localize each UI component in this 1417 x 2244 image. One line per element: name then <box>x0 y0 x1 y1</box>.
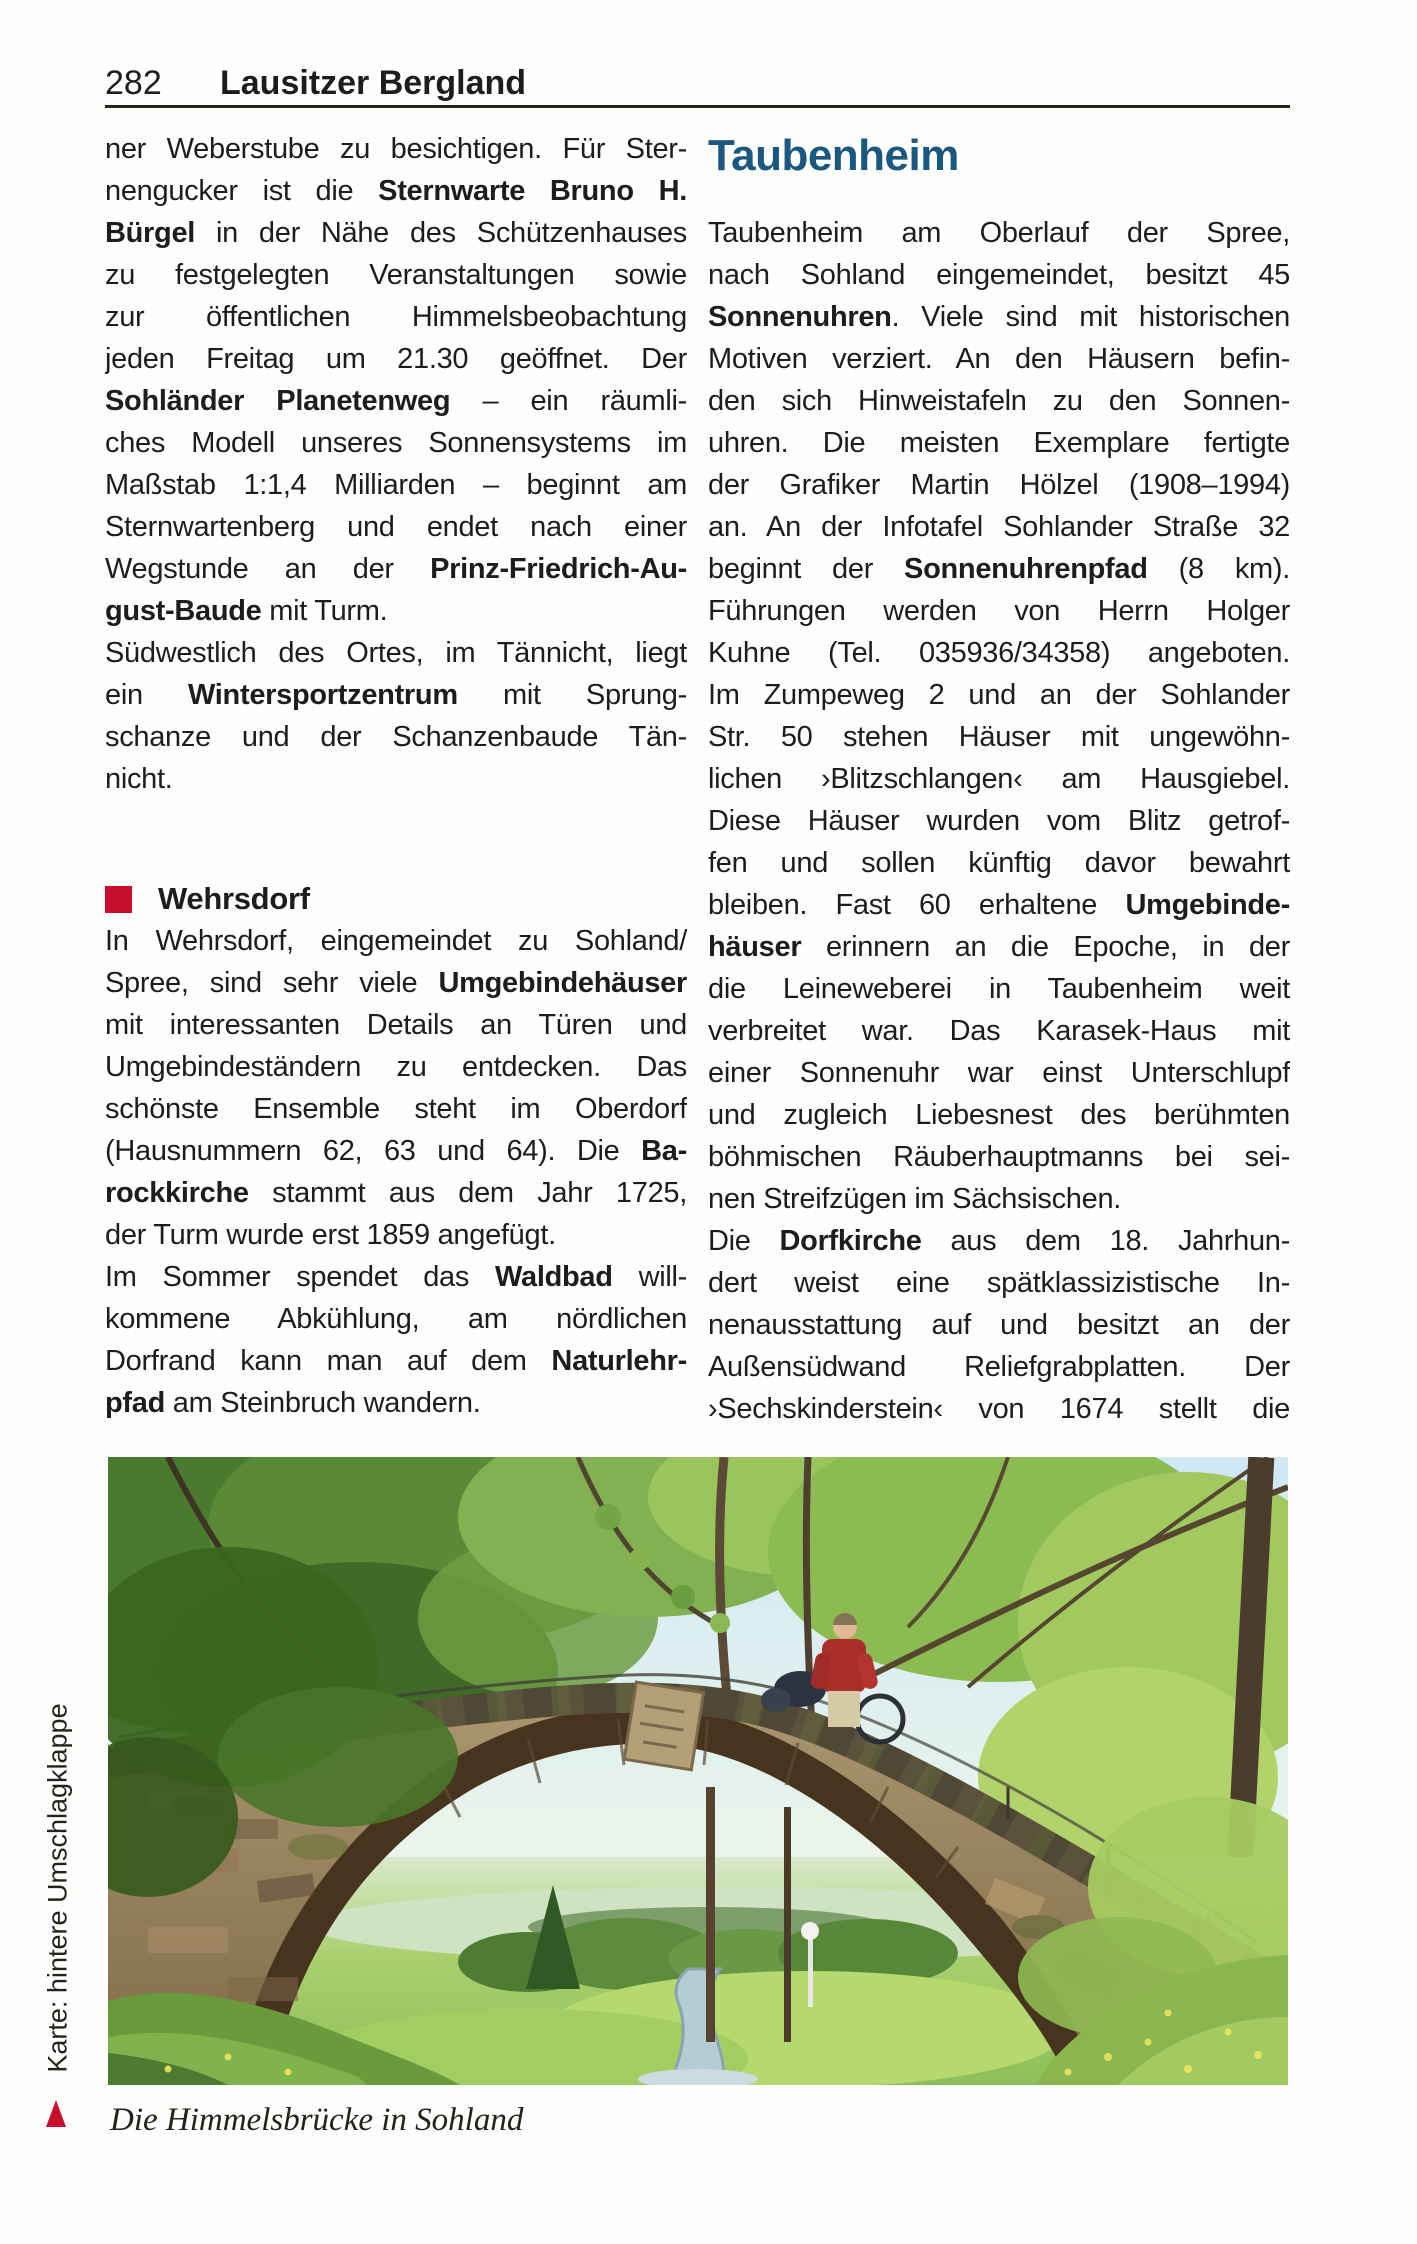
text-line: Führungen werden von Herrn Holger <box>708 595 1290 627</box>
keystone <box>624 1682 703 1770</box>
text-line: der Grafiker Martin Hölzel (1908–1994) <box>708 469 1290 501</box>
text-line: Str. 50 stehen Häuser mit ungewöhn- <box>708 721 1290 753</box>
section-heading-label: Wehrsdorf <box>158 881 310 916</box>
text-line: Sonnenuhren. Viele sind mit historischen <box>708 301 1290 333</box>
text-line: schönste Ensemble steht im Oberdorf <box>105 1093 687 1125</box>
text-line: Taubenheim am Oberlauf der Spree, <box>708 217 1290 249</box>
text-line: Umgebindeständern zu entdecken. Das <box>105 1051 687 1083</box>
text-line: Maßstab 1:1,4 Milliarden – beginnt am <box>105 469 687 501</box>
text-line: Bürgel in der Nähe des Schützenhauses <box>105 217 687 249</box>
text-line: Südwestlich des Ortes, im Tännicht, liegt <box>105 637 687 669</box>
text-line: nengucker ist die Sternwarte Bruno H. <box>105 175 687 207</box>
paragraph <box>105 920 687 1256</box>
text-line: (Hausnummern 62, 63 und 64). Die Ba- <box>105 1135 687 1167</box>
paragraph <box>105 128 687 632</box>
paragraph <box>105 632 687 800</box>
text-line: ner Weberstube zu besichtigen. Für Ster- <box>105 133 687 165</box>
text-line: beginnt der Sonnenuhrenpfad (8 km). <box>708 553 1290 585</box>
text-line: lichen ›Blitzschlangen‹ am Hausgiebel. <box>708 763 1290 795</box>
text-line: Kuhne (Tel. 035936/34358) angeboten. <box>708 637 1290 669</box>
right-column <box>708 128 1290 1430</box>
text-line: gust-Baude mit Turm. <box>105 595 388 627</box>
text-line: Sternwartenberg und endet nach einer <box>105 511 687 543</box>
text-line: Im Sommer spendet das Waldbad will- <box>105 1261 687 1293</box>
place-heading: Taubenheim <box>708 131 959 180</box>
caption-triangle-icon <box>46 2100 66 2127</box>
text-line: Sohländer Planetenweg – ein räumli- <box>105 385 687 417</box>
text-line: Spree, sind sehr viele Umgebindehäuser <box>105 967 687 999</box>
text-line: mit interessanten Details an Türen und <box>105 1009 687 1041</box>
text-line: Diese Häuser wurden vom Blitz getrof- <box>708 805 1290 837</box>
text-line: Außensüdwand Reliefgrabplatten. Der <box>708 1351 1290 1383</box>
text-line: pfad am Steinbruch wandern. <box>105 1387 481 1419</box>
text-line: einer Sonnenuhr war einst Unterschlupf <box>708 1057 1290 1089</box>
section-bullet-icon <box>105 886 132 913</box>
header-rule <box>105 105 1290 108</box>
text-line: Die Dorfkirche aus dem 18. Jahrhun- <box>708 1225 1290 1257</box>
text-line: böhmischen Räuberhauptmanns bei sei- <box>708 1141 1290 1173</box>
text-line: jeden Freitag um 21.30 geöffnet. Der <box>105 343 687 375</box>
text-line: an. An der Infotafel Sohlander Straße 32 <box>708 511 1290 543</box>
text-line: verbreitet war. Das Karasek-Haus mit <box>708 1015 1290 1047</box>
margin-note <box>40 1688 76 2088</box>
text-line: der Turm wurde erst 1859 angefügt. <box>105 1219 556 1251</box>
text-line: nen Streifzügen im Sächsischen. <box>708 1183 1122 1215</box>
text-line: ches Modell unseres Sonnensystems im <box>105 427 687 459</box>
paragraph <box>708 1220 1290 1430</box>
text-line: ein Wintersportzentrum mit Sprung- <box>105 679 687 711</box>
page-title: Lausitzer Bergland <box>220 64 527 102</box>
text-line: Im Zumpeweg 2 und an der Sohlander <box>708 679 1290 711</box>
text-line: die Leineweberei in Taubenheim weit <box>708 973 1290 1005</box>
text-line: zur öffentlichen Himmelsbeobachtung <box>105 301 687 333</box>
text-line: und zugleich Liebesnest des berühmten <box>708 1099 1290 1131</box>
text-line: nenausstattung auf und besitzt an der <box>708 1309 1290 1341</box>
text-line: ›Sechskinderstein‹ von 1674 stellt die <box>708 1393 1290 1425</box>
page-number: 282 <box>105 64 162 102</box>
margin-note-label: Karte: hintere Umschlagklappe <box>42 1703 73 2073</box>
text-line: kommene Abkühlung, am nördlichen <box>105 1303 687 1335</box>
text-line: fen und sollen künftig davor bewahrt <box>708 847 1290 879</box>
text-line: In Wehrsdorf, eingemeindet zu Sohland/ <box>105 925 687 957</box>
text-line: Dorfrand kann man auf dem Naturlehr- <box>105 1345 687 1377</box>
text-line: schanze und der Schanzenbaude Tän- <box>105 721 687 753</box>
paragraph <box>105 1256 687 1424</box>
text-line: nach Sohland eingemeindet, besitzt 45 <box>708 259 1290 291</box>
paragraph <box>708 212 1290 1220</box>
text-line: bleiben. Fast 60 erhaltene Umgebinde- <box>708 889 1290 921</box>
text-line: häuser erinnern an die Epoche, in der <box>708 931 1290 963</box>
text-line: Motiven verziert. An den Häusern befin- <box>708 343 1290 375</box>
section-heading-wehrsdorf <box>105 878 687 920</box>
text-line: dert weist eine spätklassizistische In- <box>708 1267 1290 1299</box>
text-line: Wegstunde an der Prinz-Friedrich-Au- <box>105 553 687 585</box>
text-line: rockkirche stammt aus dem Jahr 1725, <box>105 1177 687 1209</box>
text-line: den sich Hinweistafeln zu den Sonnen- <box>708 385 1290 417</box>
left-column <box>105 128 687 1424</box>
photo-caption: Die Himmelsbrücke in Sohland <box>110 2102 524 2138</box>
bridge-photo <box>108 1457 1288 2085</box>
text-line: nicht. <box>105 763 173 795</box>
text-line: uhren. Die meisten Exemplare fertigte <box>708 427 1290 459</box>
text-line: zu festgelegten Veranstaltungen sowie <box>105 259 687 291</box>
